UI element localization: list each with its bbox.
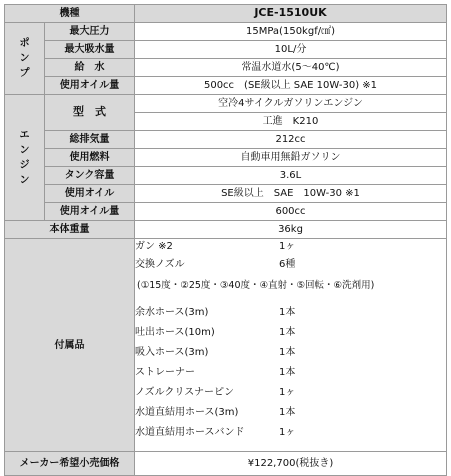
engine-label-model: 型 式	[45, 95, 135, 131]
accessory-name: 水道直結用ホース(3m)	[135, 407, 239, 418]
accessory-name: ガン ※2	[135, 241, 173, 252]
price-row	[5, 452, 447, 476]
pump-value-max-pressure: 15MPa(150kgf/㎠)	[135, 23, 447, 41]
pump-category-label: ポンプ	[19, 38, 30, 79]
accessory-qty: 1ヶ	[279, 387, 296, 398]
accessory-qty: 6種	[279, 259, 296, 270]
engine-label-displacement: 総排気量	[45, 131, 135, 149]
accessory-qty: 1本	[279, 307, 296, 318]
engine-value-model-number: 工進 K210	[135, 113, 447, 131]
accessory-name: 水道直結用ホースバンド	[135, 427, 245, 438]
nozzle-note: (①15度・②25度・③40度・④直射・⑤回転・⑥洗剤用)	[137, 280, 375, 291]
pump-row-oil-amount	[5, 77, 447, 95]
engine-row-fuel	[5, 149, 447, 167]
engine-row-oil	[5, 185, 447, 203]
pump-value-oil-amount: 500cc (SE級以上 SAE 10W-30) ※1	[135, 77, 447, 95]
accessories-label: 付属品	[5, 239, 135, 452]
engine-value-fuel: 自動車用無鉛ガソリン	[135, 149, 447, 167]
pump-row-max-pressure	[5, 23, 447, 41]
pump-label-max-pressure: 最大圧力	[45, 23, 135, 41]
engine-label-oil-amount: 使用オイル量	[45, 203, 135, 221]
accessories-row	[5, 239, 447, 452]
price-label: メーカー希望小売価格	[5, 452, 135, 476]
engine-value-oil-amount: 600cc	[135, 203, 447, 221]
accessory-name: 吸入ホース(3m)	[135, 347, 209, 358]
pump-label-max-suction: 最大吸水量	[45, 41, 135, 59]
accessory-name: 交換ノズル	[135, 259, 185, 270]
engine-label-oil: 使用オイル	[45, 185, 135, 203]
header-label: 機種	[5, 5, 135, 23]
accessory-item	[135, 367, 446, 383]
accessories-list	[135, 239, 446, 451]
accessory-name: ストレーナー	[135, 367, 195, 378]
accessory-qty: 1本	[279, 327, 296, 338]
weight-row	[5, 221, 447, 239]
accessory-item	[135, 407, 446, 423]
accessory-qty: 1本	[279, 347, 296, 358]
engine-value-model-type: 空冷4サイクルガソリンエンジン	[135, 95, 447, 113]
engine-row-tank	[5, 167, 447, 185]
accessory-qty: 1ヶ	[279, 427, 296, 438]
accessory-item	[135, 347, 446, 363]
engine-label-fuel: 使用燃料	[45, 149, 135, 167]
engine-row-model-1	[5, 95, 447, 113]
header-row	[5, 5, 447, 23]
engine-value-oil: SE級以上 SAE 10W-30 ※1	[135, 185, 447, 203]
accessory-qty: 1ヶ	[279, 241, 296, 252]
accessory-item	[135, 307, 446, 323]
weight-value: 36kg	[135, 221, 447, 239]
accessory-qty: 1本	[279, 407, 296, 418]
accessory-item	[135, 387, 446, 403]
price-value: ¥122,700(税抜き)	[135, 452, 447, 476]
pump-label-oil-amount: 使用オイル量	[45, 77, 135, 95]
accessory-item	[135, 241, 446, 257]
pump-row-max-suction	[5, 41, 447, 59]
accessory-qty: 1本	[279, 367, 296, 378]
model-name: JCE-1510UK	[135, 5, 447, 23]
accessory-name: 余水ホース(3m)	[135, 307, 209, 318]
engine-row-displacement	[5, 131, 447, 149]
engine-row-oil-amount	[5, 203, 447, 221]
pump-row-water-supply	[5, 59, 447, 77]
pump-category	[5, 23, 45, 95]
accessory-item	[135, 259, 446, 275]
engine-category	[5, 95, 45, 221]
engine-value-tank: 3.6L	[135, 167, 447, 185]
accessories-cell	[135, 239, 447, 452]
pump-value-water-supply: 常温水道水(5〜40℃)	[135, 59, 447, 77]
accessory-item	[135, 427, 446, 443]
pump-label-water-supply: 給 水	[45, 59, 135, 77]
engine-category-label: エンジン	[19, 129, 30, 186]
accessory-item	[135, 327, 446, 343]
pump-value-max-suction: 10L/分	[135, 41, 447, 59]
weight-label: 本体重量	[5, 221, 135, 239]
engine-value-displacement: 212cc	[135, 131, 447, 149]
engine-label-tank: タンク容量	[45, 167, 135, 185]
spec-table	[4, 4, 447, 476]
accessory-name: 吐出ホース(10m)	[135, 327, 215, 338]
accessory-name: ノズルクリスナーピン	[135, 387, 234, 398]
